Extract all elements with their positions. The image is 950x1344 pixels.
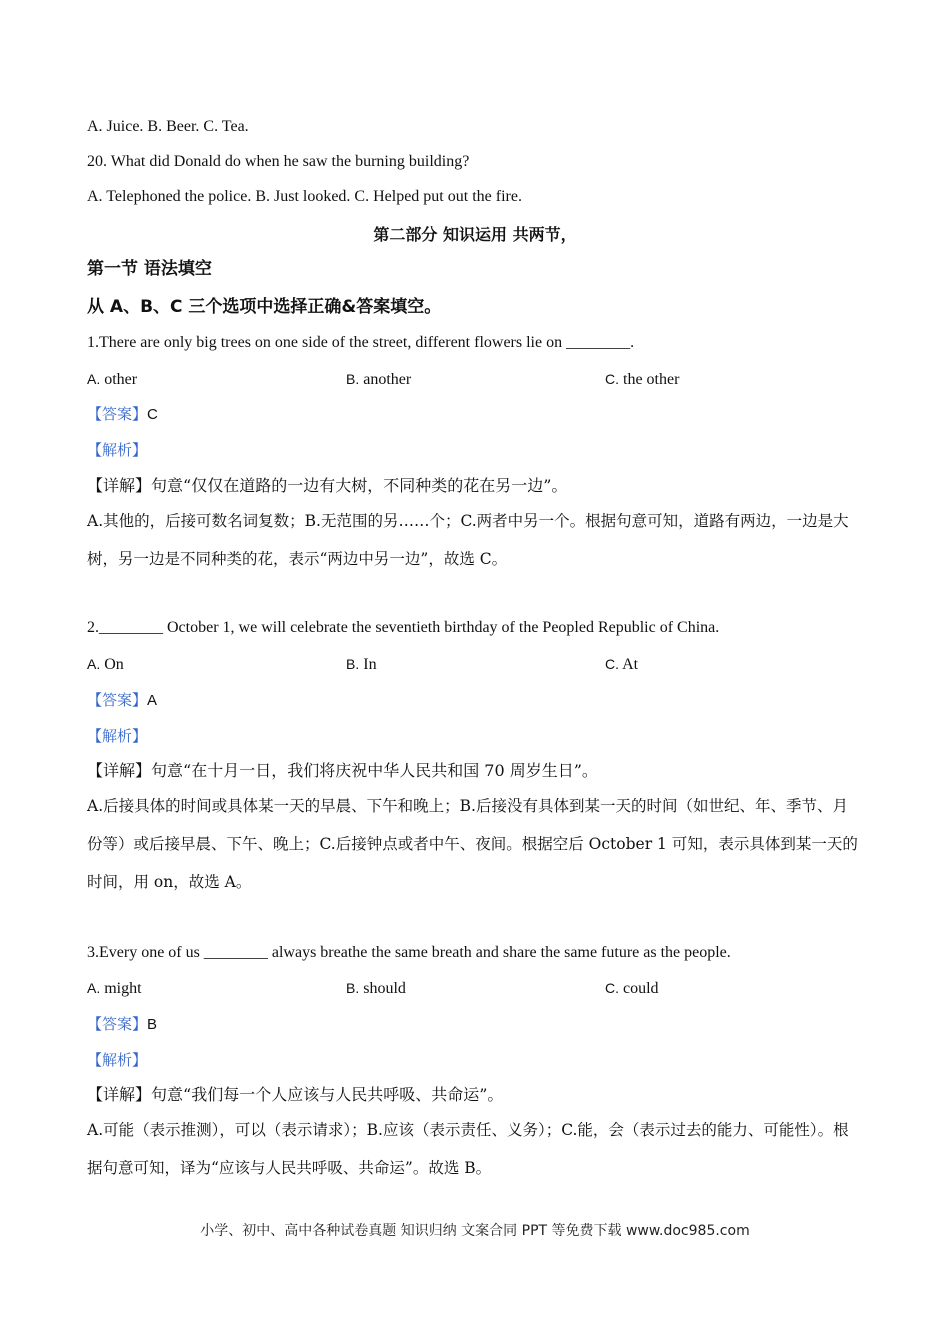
question-3-detail — [87, 1085, 503, 1105]
option-text: another — [359, 371, 412, 388]
detail-tag: 【详解】 — [87, 761, 152, 780]
answer-value: B — [147, 1016, 158, 1033]
question-2-explanation: A.后接具体的时间或具体某一天的早晨、下午和晚上；B.后接没有具体到某一天的时间（如世纪、年、季节、月份等）或后接早晨、下午、晚上；C.后接钟点或者中午、夜间。根据空后 October 1 可知，表示具体到某一天的时间，用 on，故选 A。 — [87, 797, 858, 891]
question-2-option-c — [605, 654, 638, 675]
question-3-option-b — [346, 978, 406, 999]
analysis-tag: 【解析】 — [87, 441, 148, 459]
detail-tag: 【详解】 — [87, 476, 152, 495]
question-2-option-b — [346, 654, 377, 675]
section1-instruction: 从 A、B、C 三个选项中选择正确&答案填空。 — [87, 297, 442, 317]
question-2-detail — [87, 761, 598, 781]
question-3-analysis — [87, 1050, 147, 1071]
question-1-answer — [87, 404, 158, 425]
question-3-stem: 3.Every one of us ________ always breathe the same breath and share the same future as the people. — [87, 944, 731, 961]
option-letter: C. — [605, 371, 619, 387]
section1-heading: 第一节 语法填空 — [87, 259, 212, 279]
question-2-stem: 2.________ October 1, we will celebrate the seventieth birthday of the Peopled Republic of China. — [87, 619, 720, 636]
question-1-explanation: A.其他的，后接可数名词复数；B.无范围的另……个；C.两者中另一个。根据句意可知，道路有两边，一边是大树，另一边是不同种类的花，表示“两边中另一边”，故选 C。 — [87, 512, 849, 568]
answer-tag: 【答案】 — [87, 1015, 148, 1033]
detail-text: 句意“我们每一个人应该与人民共呼吸、共命运”。 — [151, 1085, 504, 1104]
analysis-tag: 【解析】 — [87, 1051, 148, 1069]
answer-tag: 【答案】 — [87, 405, 148, 423]
question-1-option-b — [346, 369, 411, 390]
question-3-option-a — [87, 978, 142, 999]
answer-tag: 【答案】 — [87, 691, 148, 709]
option-text: At — [619, 656, 639, 673]
option-text: could — [619, 980, 659, 997]
option-text: On — [100, 656, 124, 673]
question-3-answer — [87, 1014, 157, 1035]
detail-text: 句意“在十月一日，我们将庆祝中华人民共和国 70 周岁生日”。 — [151, 761, 598, 780]
option-text: might — [100, 980, 142, 997]
answer-value: C — [147, 406, 158, 423]
question-1-stem: 1.There are only big trees on one side of the street, different flowers lie on ________. — [87, 334, 635, 351]
option-text: other — [100, 371, 138, 388]
option-text: In — [359, 656, 377, 673]
q20-question: 20. What did Donald do when he saw the burning building? — [87, 153, 470, 170]
question-1-option-a — [87, 369, 137, 390]
option-letter: B. — [346, 371, 360, 387]
q19-options: A. Juice. B. Beer. C. Tea. — [87, 118, 249, 135]
question-1-detail — [87, 476, 567, 496]
question-1-analysis — [87, 440, 147, 461]
answer-value: A — [147, 692, 158, 709]
option-letter: C. — [605, 656, 619, 672]
analysis-tag: 【解析】 — [87, 727, 148, 745]
question-2-answer — [87, 690, 157, 711]
detail-text: 句意“仅仅在道路的一边有大树，不同种类的花在另一边”。 — [151, 476, 568, 495]
option-letter: C. — [605, 980, 619, 996]
question-2-option-a — [87, 654, 124, 675]
option-letter: A. — [87, 656, 101, 672]
question-3-option-c — [605, 978, 659, 999]
option-letter: A. — [87, 980, 101, 996]
part2-heading: 第二部分 知识运用 共两节， — [373, 225, 577, 244]
option-letter: B. — [346, 656, 360, 672]
q20-options: A. Telephoned the police. B. Just looked. C. Helped put out the fire. — [87, 188, 522, 205]
option-letter: A. — [87, 371, 101, 387]
option-text: the other — [619, 371, 680, 388]
question-2-analysis — [87, 726, 147, 747]
question-3-explanation: A.可能（表示推测），可以（表示请求）；B.应该（表示责任、义务）；C.能，会（表示过去的能力、可能性）。根据句意可知，译为“应该与人民共呼吸、共命运”。故选 B。 — [87, 1121, 849, 1177]
page-footer: 小学、初中、高中各种试卷真题 知识归纳 文案合同 PPT 等免费下载 www.doc985.com — [200, 1223, 750, 1239]
detail-tag: 【详解】 — [87, 1085, 152, 1104]
question-1-option-c — [605, 369, 679, 390]
option-text: should — [359, 980, 406, 997]
option-letter: B. — [346, 980, 360, 996]
